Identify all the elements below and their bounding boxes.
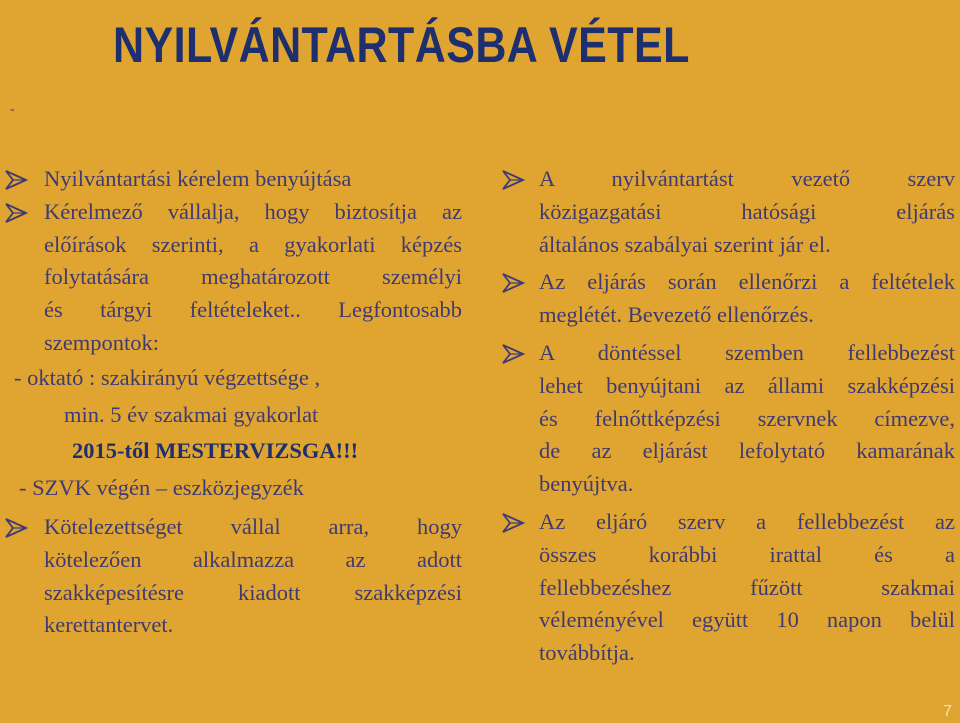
right-bullet-1-line: általános szabályai szerint jár el. — [539, 231, 831, 257]
stray-mark: - — [10, 102, 15, 117]
left-bullet-2-line: és tárgyi feltételeket.. Legfontosabb — [44, 297, 462, 323]
right-bullet-2-line: meglétét. Bevezető ellenőrzés. — [539, 302, 814, 328]
left-bullet-3-line: kötelezően alkalmazza az adott — [44, 546, 462, 572]
right-bullet-3-line: és felnőttképzési szervnek címezve, — [539, 405, 955, 431]
arrowhead-bullet-icon — [501, 337, 527, 370]
arrowhead-bullet-icon — [501, 266, 527, 299]
right-bullet-3-line: lehet benyújtani az állami szakképzési — [539, 372, 955, 398]
arrowhead-bullet-icon — [4, 511, 30, 544]
right-bullet-4-line: továbbítja. — [539, 640, 635, 666]
right-bullet-3-line: A döntéssel szemben fellebbezést — [539, 339, 955, 365]
slide-title: NYILVÁNTARTÁSBA VÉTEL — [113, 17, 690, 73]
left-bullet-3-line: Kötelezettséget vállal arra, hogy — [44, 513, 462, 539]
arrowhead-bullet-icon — [4, 196, 30, 229]
sub-item-szvk: - SZVK végén – eszközjegyzék — [19, 475, 304, 501]
arrowhead-bullet-icon — [4, 163, 30, 196]
right-bullet-1-line: közigazgatási hatósági eljárás — [539, 198, 955, 224]
sub-item-oktato: - oktató : szakirányú végzettsége , — [14, 364, 321, 390]
left-bullet-3-line: kerettantervet. — [44, 612, 174, 638]
right-bullet-3-line: de az eljárást lefolytató kamarának — [539, 438, 955, 464]
right-bullet-2-line: Az eljárás során ellenőrzi a feltételek — [539, 269, 955, 295]
left-bullet-1-text: Nyilvántartási kérelem benyújtása — [44, 166, 352, 191]
right-bullet-3-line: benyújtva. — [539, 471, 634, 497]
left-bullet-2-line: szempontok: — [44, 329, 159, 355]
right-bullet-4-line: összes korábbi irattal és a — [539, 541, 955, 567]
left-bullet-2-line: előírások szerinti, a gyakorlati képzés — [44, 231, 462, 257]
sub-item-min-experience: min. 5 év szakmai gyakorlat — [64, 401, 319, 427]
left-bullet-1 — [4, 163, 462, 196]
right-bullet-1 — [501, 163, 955, 261]
right-bullet-1-line: A nyilvántartást vezető szerv — [539, 166, 955, 191]
right-bullet-2 — [501, 266, 955, 332]
left-bullet-3-line: szakképesítésre kiadott szakképzési — [44, 579, 462, 605]
highlight-mestervizsga: 2015-től MESTERVIZSGA!!! — [72, 438, 359, 464]
left-bullet-3 — [4, 511, 462, 642]
right-bullet-4-line: fellebbezéshez fűzött szakmai — [539, 574, 955, 600]
left-column — [4, 163, 462, 642]
left-bullet-2 — [4, 196, 462, 360]
right-bullet-4-line: véleményével együtt 10 napon belül — [539, 607, 955, 633]
arrowhead-bullet-icon — [501, 163, 527, 196]
right-bullet-3 — [501, 337, 955, 501]
right-bullet-4 — [501, 506, 955, 670]
left-bullet-2-line: folytatására meghatározott személyi — [44, 264, 462, 290]
page-number: 7 — [943, 703, 952, 720]
left-bullet-2-line: Kérelmező vállalja, hogy biztosítja az — [44, 198, 462, 224]
arrowhead-bullet-icon — [501, 506, 527, 539]
right-column — [501, 163, 955, 670]
right-bullet-4-line: Az eljáró szerv a fellebbezést az — [539, 508, 955, 534]
